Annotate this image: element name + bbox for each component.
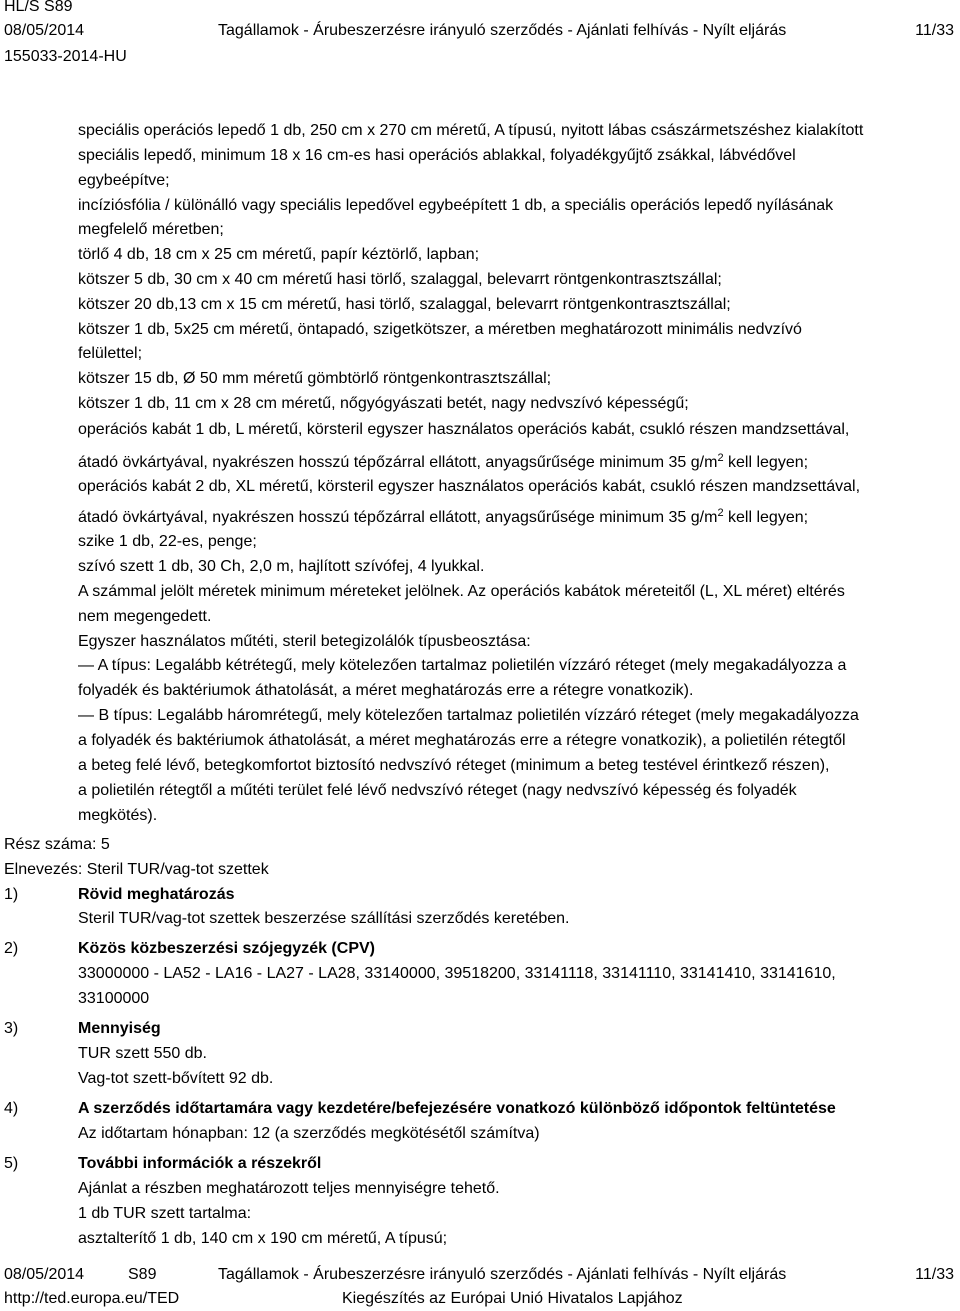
body-line: nem megengedett. <box>78 608 212 625</box>
footer-url-link[interactable]: http://ted.europa.eu/TED <box>4 1290 180 1307</box>
section-title: Közös közbeszerzési szójegyzék (CPV) <box>78 940 375 957</box>
body-line: — B típus: Legalább háromrétegű, mely kötelezően tartalmaz polietilén vízzáró réteget (mely megakadályozza <box>78 707 859 724</box>
section-text: asztalterítő 1 db, 140 cm x 190 cm méretű, A típusú; <box>78 1230 448 1247</box>
section-number: 2) <box>4 940 19 957</box>
body-line: a polietilén rétegtől a műtéti terület felé lévő nedvszívó réteget (nagy nedvszívó képesség és folyadék <box>78 782 797 799</box>
section-text: 33000000 - LA52 - LA16 - LA27 - LA28, 33140000, 39518200, 33141118, 33141110, 33141410, 33141610, <box>78 965 836 982</box>
footer-series: S89 <box>128 1266 157 1283</box>
body-line: szívó szett 1 db, 30 Ch, 2,0 m, hajlított szívófej, 4 lyukkal. <box>78 558 485 575</box>
body-line: speciális operációs lepedő 1 db, 250 cm x 270 cm méretű, A típusú, nyitott lábas császármetszéshez kialakított <box>78 122 864 139</box>
body-line: kötszer 1 db, 5x25 cm méretű, öntapadó, szigetkötszer, a méretben meghatározott minimális nedvzívó <box>78 321 802 338</box>
section-number: 1) <box>4 886 19 903</box>
section-number: 4) <box>4 1100 19 1117</box>
section-text: 1 db TUR szett tartalma: <box>78 1205 252 1222</box>
header-doc-id: 155033-2014-HU <box>4 48 127 65</box>
body-line: kötszer 15 db, Ø 50 mm méretű gömbtörlő röntgenkontrasztszállal; <box>78 370 552 387</box>
body-line: — A típus: Legalább kétrétegű, mely kötelezően tartalmaz polietilén vízzáró réteget (mely megakadályozza a <box>78 657 847 674</box>
body-line: egybeépítve; <box>78 172 170 189</box>
body-line: A számmal jelölt méretek minimum méreteket jelölnek. Az operációs kabátok méreteitől (L, XL méret) eltérés <box>78 583 845 600</box>
part-number: Rész száma: 5 <box>4 836 110 853</box>
section-text: Steril TUR/vag-tot szettek beszerzése szállítási szerződés keretében. <box>78 910 570 927</box>
footer-date: 08/05/2014 <box>4 1266 85 1283</box>
section-number: 3) <box>4 1020 19 1037</box>
section-text: Vag-tot szett-bővített 92 db. <box>78 1070 274 1087</box>
body-line: kötszer 1 db, 11 cm x 28 cm méretű, nőgyógyászati betét, nagy nedvszívó képességű; <box>78 395 689 412</box>
body-line: operációs kabát 1 db, L méretű, körsteril egyszer használatos operációs kabát, csukló részen mandzsettával, <box>78 421 850 438</box>
section-text: 33100000 <box>78 990 150 1007</box>
section-title: További információk a részekről <box>78 1155 322 1172</box>
body-line: Egyszer használatos műtéti, steril betegizolálók típusbeosztása: <box>78 633 531 650</box>
section-text: TUR szett 550 db. <box>78 1045 207 1062</box>
body-line: átadó övkártyával, nyakrészen hosszú tépőzárral ellátott, anyagsűrűsége minimum 35 $g/m^2$ kell legyen; <box>78 452 809 471</box>
body-line: kötszer 5 db, 30 cm x 40 cm méretű hasi törlő, szalaggal, belevarrt röntgenkontrasztszállal; <box>78 271 722 288</box>
body-line: a beteg felé lévő, betegkomfortot biztosító nedvszívó réteget (minimum a beteg testével érintkező részen), <box>78 757 830 774</box>
body-line: törlő 4 db, 18 cm x 25 cm méretű, papír kéztörlő, lapban; <box>78 246 480 263</box>
journal-id: HL/S S89 <box>4 0 73 15</box>
footer-publisher: Kiegészítés az Európai Unió Hivatalos Lapjához <box>342 1290 683 1307</box>
body-line: felülettel; <box>78 345 143 362</box>
header-date: 08/05/2014 <box>4 22 85 39</box>
body-line: átadó övkártyával, nyakrészen hosszú tépőzárral ellátott, anyagsűrűsége minimum 35 $g/m^2$ kell legyen; <box>78 507 809 526</box>
section-text: Az időtartam hónapban: 12 (a szerződés megkötésétől számítva) <box>78 1125 540 1142</box>
body-line: incíziósfólia / különálló vagy speciális lepedővel egybeépített 1 db, a speciális operációs lepedő nyílásának <box>78 197 834 214</box>
section-number: 5) <box>4 1155 19 1172</box>
body-line: szike 1 db, 22-es, penge; <box>78 533 257 550</box>
body-line: folyadék és baktériumok áthatolását, a méret meghatározás erre a rétegre vonatkozik). <box>78 682 694 699</box>
body-line: a folyadék és baktériumok áthatolását, a méret meghatározás erre a rétegre vonatkozik), a polietilén rétegtől <box>78 732 846 749</box>
body-line: megfelelő méretben; <box>78 221 224 238</box>
section-title: A szerződés időtartamára vagy kezdetére/befejezésére vonatkozó különböző időpontok feltüntetése <box>78 1100 836 1117</box>
section-title: Rövid meghatározás <box>78 886 235 903</box>
body-line: speciális lepedő, minimum 18 x 16 cm-es hasi operációs ablakkal, folyadékgyűjtő zsákkal, lábvédővel <box>78 147 796 164</box>
body-line: megkötés). <box>78 807 158 824</box>
header-page: 11/33 <box>915 22 954 39</box>
footer-title: Tagállamok - Árubeszerzésre irányuló szerződés - Ajánlati felhívás - Nyílt eljárás <box>218 1266 787 1283</box>
header-title: Tagállamok - Árubeszerzésre irányuló szerződés - Ajánlati felhívás - Nyílt eljárás <box>218 22 787 39</box>
section-title: Mennyiség <box>78 1020 161 1037</box>
part-name: Elnevezés: Steril TUR/vag-tot szettek <box>4 861 269 878</box>
body-line: operációs kabát 2 db, XL méretű, körsteril egyszer használatos operációs kabát, csukló részen mandzsettával, <box>78 478 861 495</box>
footer-page: 11/33 <box>915 1266 954 1283</box>
body-line: kötszer 20 db,13 cm x 15 cm méretű, hasi törlő, szalaggal, belevarrt röntgenkontrasztszállal; <box>78 296 731 313</box>
section-text: Ajánlat a részben meghatározott teljes mennyiségre tehető. <box>78 1180 500 1197</box>
